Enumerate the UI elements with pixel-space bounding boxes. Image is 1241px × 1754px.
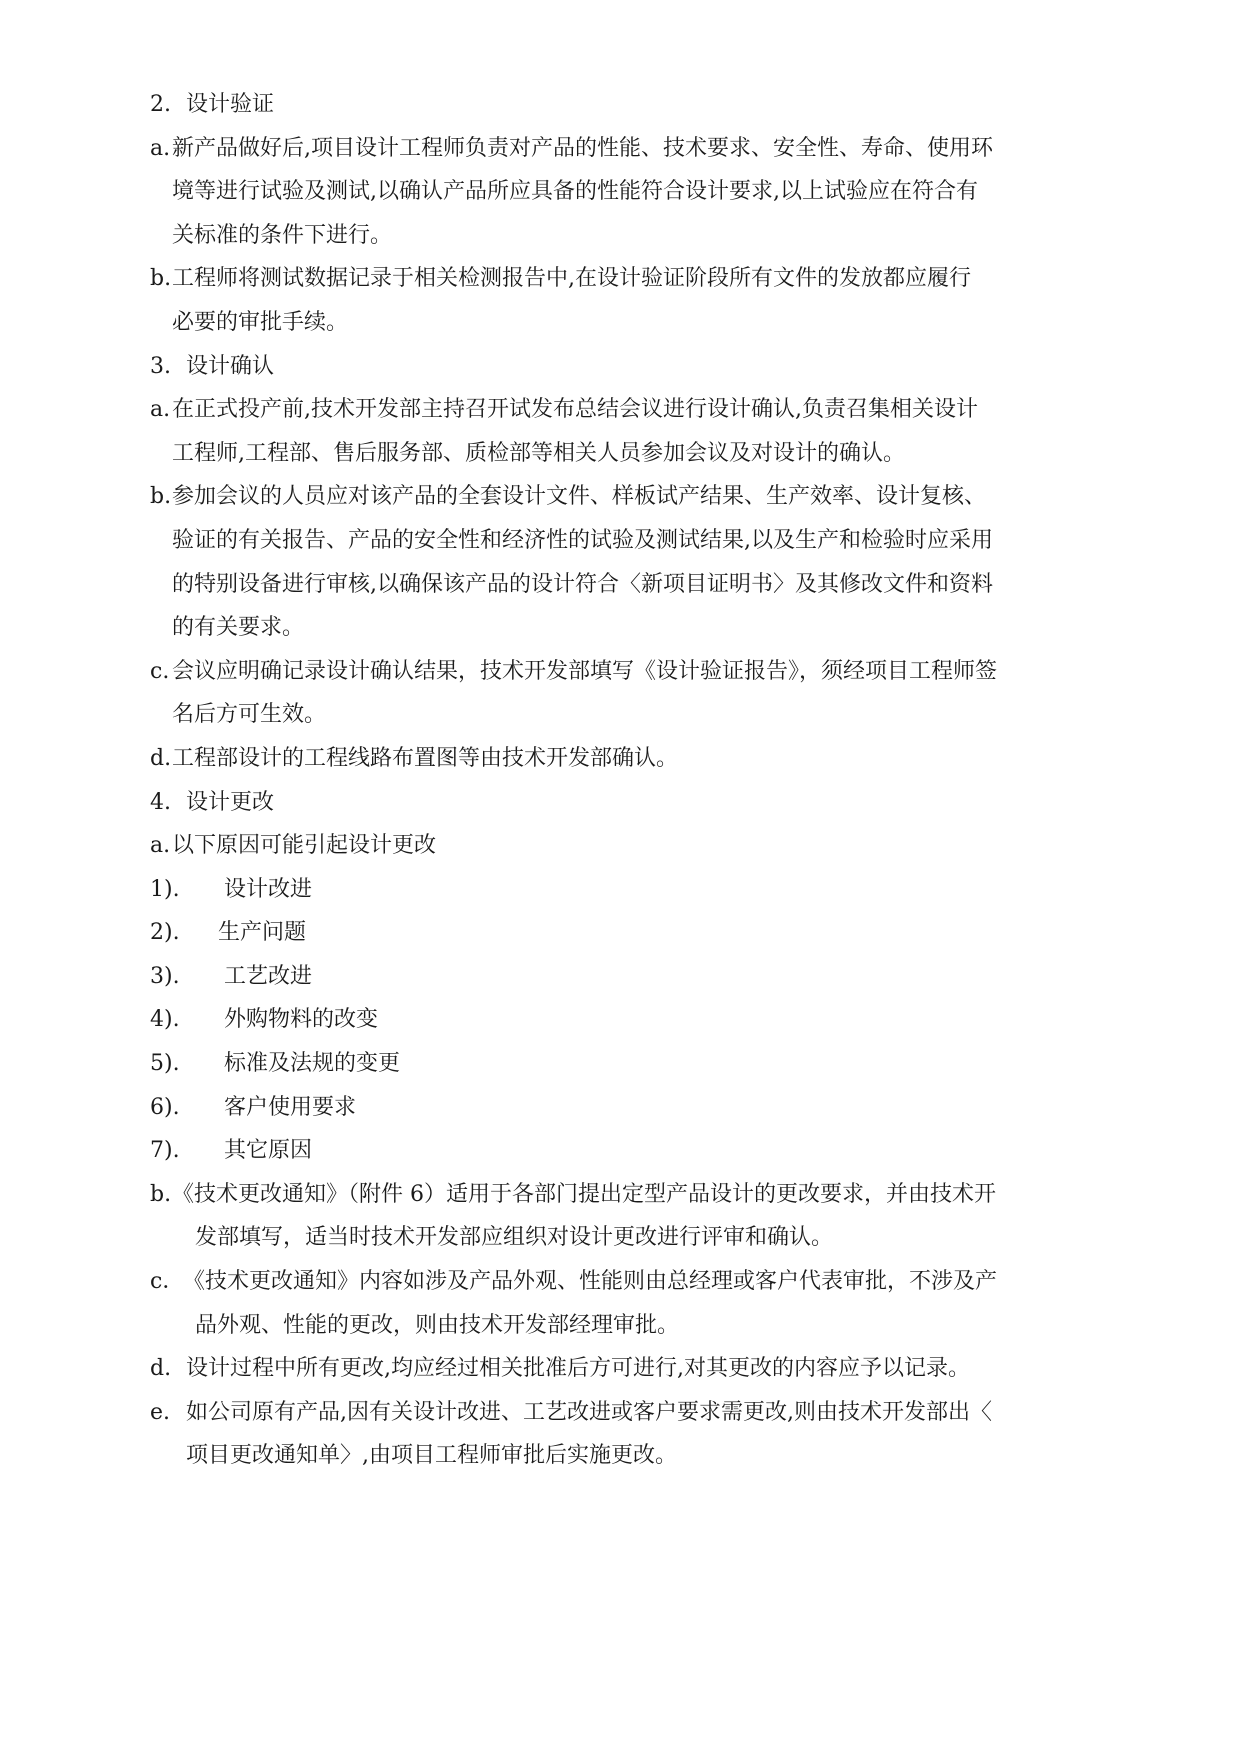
item-text: 工程师将测试数据记录于相关检测报告中,在设计验证阶段所有文件的发放都应履行 bbox=[172, 266, 971, 292]
reason-marker: 3). bbox=[150, 963, 180, 989]
section-heading bbox=[0, 345, 1241, 389]
section-title: 设计更改 bbox=[186, 789, 275, 815]
reason-text: 客户使用要求 bbox=[224, 1094, 357, 1120]
item-marker: a. bbox=[150, 397, 171, 423]
item-text-continued: 品外观、性能的更改，则由技术开发部经理审批。 bbox=[195, 1312, 680, 1338]
item-text-continued: 项目更改通知单〉,由项目工程师审批后实施更改。 bbox=[186, 1443, 677, 1469]
item-text-continued: 验证的有关报告、产品的安全性和经济性的试验及测试结果,以及生产和检验时应采用 bbox=[172, 527, 993, 553]
item-marker: d. bbox=[150, 1356, 172, 1382]
list-item bbox=[0, 1260, 1241, 1304]
reason-item bbox=[0, 998, 1241, 1042]
item-marker: b. bbox=[150, 1181, 172, 1207]
item-text-continued: 关标准的条件下进行。 bbox=[172, 222, 393, 248]
section-heading bbox=[0, 781, 1241, 825]
item-marker: d. bbox=[150, 745, 172, 771]
item-text: 以下原因可能引起设计更改 bbox=[172, 833, 437, 859]
reason-text: 工艺改进 bbox=[224, 963, 313, 989]
reason-item bbox=[0, 868, 1241, 912]
reason-item bbox=[0, 1042, 1241, 1086]
reason-text: 标准及法规的变更 bbox=[224, 1051, 401, 1077]
reason-marker: 7). bbox=[150, 1138, 180, 1164]
section-title: 设计验证 bbox=[186, 92, 275, 117]
reason-item bbox=[0, 955, 1241, 999]
item-marker: a. bbox=[150, 833, 171, 859]
item-text: 《技术更改通知》内容如涉及产品外观、性能则由总经理或客户代表审批，不涉及产 bbox=[183, 1269, 998, 1295]
section-heading bbox=[0, 83, 1241, 127]
item-text-continued: 名后方可生效。 bbox=[172, 702, 327, 728]
item-marker: b. bbox=[150, 266, 172, 292]
item-marker: e. bbox=[150, 1399, 171, 1425]
section-number: 2. bbox=[150, 92, 171, 117]
list-item bbox=[0, 127, 1241, 171]
item-text: 如公司原有产品,因有关设计改进、工艺改进或客户要求需更改,则由技术开发部出〈 bbox=[186, 1399, 992, 1425]
reason-marker: 5). bbox=[150, 1051, 180, 1077]
reason-item bbox=[0, 1086, 1241, 1130]
item-text: 工程部设计的工程线路布置图等由技术开发部确认。 bbox=[172, 745, 679, 771]
reason-item bbox=[0, 911, 1241, 955]
reason-marker: 1). bbox=[150, 876, 180, 902]
item-text: 在正式投产前,技术开发部主持召开试发布总结会议进行设计确认,负责召集相关设计 bbox=[172, 397, 978, 423]
item-text-continued: 的特别设备进行审核,以确保该产品的设计符合〈新项目证明书〉及其修改文件和资料 bbox=[172, 571, 993, 597]
section-number: 3. bbox=[150, 353, 171, 379]
item-text-continued: 工程师,工程部、售后服务部、质检部等相关人员参加会议及对设计的确认。 bbox=[172, 440, 905, 466]
item-text-continued: 发部填写，适当时技术开发部应组织对设计更改进行评审和确认。 bbox=[195, 1225, 834, 1251]
item-text: 参加会议的人员应对该产品的全套设计文件、样板试产结果、生产效率、设计复核、 bbox=[172, 484, 987, 510]
item-marker: c. bbox=[150, 658, 170, 684]
list-item bbox=[0, 1347, 1241, 1391]
reason-item bbox=[0, 1129, 1241, 1173]
reason-marker: 4). bbox=[150, 1007, 180, 1033]
item-text: 新产品做好后,项目设计工程师负责对产品的性能、技术要求、安全性、寿命、使用环 bbox=[172, 135, 993, 161]
list-item bbox=[0, 388, 1241, 432]
list-item bbox=[0, 1173, 1241, 1217]
reason-text: 设计改进 bbox=[224, 876, 313, 902]
section-title: 设计确认 bbox=[186, 353, 275, 379]
list-item bbox=[0, 650, 1241, 694]
list-item bbox=[0, 257, 1241, 301]
section-number: 4. bbox=[150, 789, 171, 815]
reason-text: 其它原因 bbox=[224, 1138, 313, 1164]
reason-marker: 6). bbox=[150, 1094, 180, 1120]
item-text: 设计过程中所有更改,均应经过相关批准后方可进行,对其更改的内容应予以记录。 bbox=[186, 1356, 970, 1382]
item-text-continued: 境等进行试验及测试,以确认产品所应具备的性能符合设计要求,以上试验应在符合有 bbox=[172, 179, 978, 205]
item-marker: a. bbox=[150, 135, 171, 161]
list-item bbox=[0, 824, 1241, 868]
list-item bbox=[0, 737, 1241, 781]
reason-text: 外购物料的改变 bbox=[224, 1007, 379, 1033]
item-text: 《技术更改通知》（附件 6）适用于各部门提出定型产品设计的更改要求，并由技术开 bbox=[172, 1181, 996, 1207]
item-marker: c． bbox=[150, 1269, 185, 1295]
item-text-continued: 必要的审批手续。 bbox=[172, 309, 349, 335]
item-text: 会议应明确记录设计确认结果，技术开发部填写《设计验证报告》，须经项目工程师签 bbox=[172, 658, 998, 684]
item-text-continued: 的有关要求。 bbox=[172, 615, 305, 641]
item-marker: b. bbox=[150, 484, 172, 510]
reason-text: 生产问题 bbox=[218, 920, 307, 946]
list-item bbox=[0, 1391, 1241, 1435]
list-item bbox=[0, 475, 1241, 519]
reason-marker: 2). bbox=[150, 920, 180, 946]
